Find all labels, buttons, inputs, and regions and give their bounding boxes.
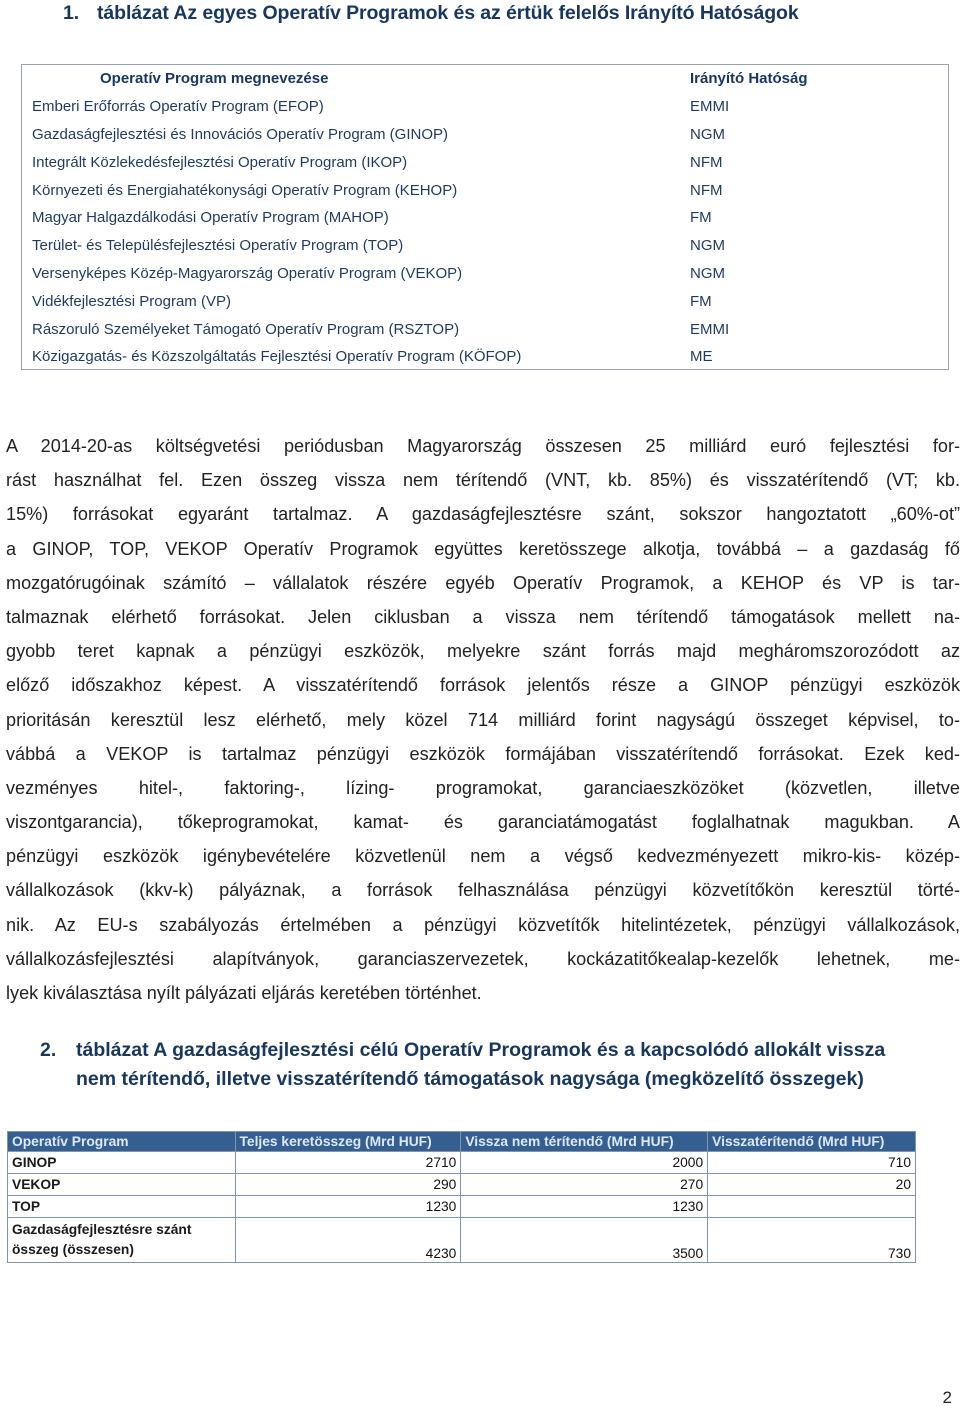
table2-header-row: [8, 1132, 916, 1152]
managing-authority: NFM: [690, 153, 723, 171]
paragraph-line: 15%) forrásokat egyaránt tartalmaz. A gazdaságfejlesztésre szánt, sokszor hangoztatott „60%-ot”: [6, 504, 960, 525]
table-row: [22, 343, 948, 371]
table2-heading-line1: táblázat A gazdaságfejlesztési célú Operatív Programok és a kapcsolódó allokált vissza: [76, 1039, 886, 1061]
allocation-table: [7, 1131, 916, 1263]
table1-heading-number: 1.: [63, 2, 80, 24]
paragraph-line: lyek kiválasztása nyílt pályázati eljárás keretében történhet.: [6, 983, 482, 1003]
refundable-value: 730: [708, 1218, 916, 1263]
col-total-budget: Teljes keretösszeg (Mrd HUF): [235, 1132, 461, 1152]
table2-heading: [40, 1036, 885, 1094]
program-code: VEKOP: [8, 1174, 236, 1196]
managing-authority: NGM: [690, 125, 725, 143]
table1-header-row: [22, 65, 948, 93]
non-refundable-value: 270: [461, 1174, 708, 1196]
paragraph-line: mozgatórugóinak számító – vállalatok részére egyéb Operatív Programok, a KEHOP és VP is tar-: [6, 572, 960, 593]
sum-row: [8, 1218, 916, 1263]
col-operative-program: Operatív Program: [8, 1132, 236, 1152]
table-row: [8, 1174, 916, 1196]
program-code: TOP: [8, 1196, 236, 1218]
program-code: GINOP: [8, 1152, 236, 1174]
col-non-refundable: Vissza nem térítendő (Mrd HUF): [461, 1132, 708, 1152]
operative-programs-table: [21, 64, 949, 370]
table-row: [22, 176, 948, 204]
total-value: 1230: [235, 1196, 461, 1218]
paragraph-line: előző időszakhoz képest. A visszatérítendő források jelentős része a GINOP pénzügyi eszközök: [6, 675, 960, 696]
paragraph-line: nik. Az EU-s szabályozás értelmében a pénzügyi közvetítők hitelintézetek, pénzügyi vállalkozások,: [6, 914, 960, 935]
table-row: [22, 260, 948, 288]
program-name: Rászoruló Személyeket Támogató Operatív Program (RSZTOP): [32, 320, 460, 338]
paragraph-line: viszontgarancia), tőkeprogramokat, kamat- és garanciatámogatást foglalhatnak magukban. A: [6, 812, 960, 833]
non-refundable-value: 1230: [461, 1196, 708, 1218]
table2-heading-number: 2.: [40, 1039, 57, 1061]
paragraph-line: pénzügyi eszközök igénybevételére közvetlenül nem a végső kedvezményezett mikro-kis- közép-: [6, 846, 960, 867]
program-name: Integrált Közlekedésfejlesztési Operatív Program (IKOP): [32, 153, 408, 171]
program-name: Közigazgatás- és Közszolgáltatás Fejlesztési Operatív Program (KÖFOP): [32, 348, 522, 366]
non-refundable-value: 2000: [461, 1152, 708, 1174]
table-row: [22, 315, 948, 343]
body-paragraph: [6, 429, 960, 1010]
table-row: [22, 204, 948, 232]
refundable-value: [708, 1196, 916, 1218]
table2-heading-line2: nem térítendő, illetve visszatérítendő támogatások nagysága (megközelítő összegek): [76, 1068, 864, 1090]
sum-label: [8, 1218, 236, 1263]
table-row: [8, 1196, 916, 1218]
program-name: Versenyképes Közép-Magyarország Operatív Program (VEKOP): [32, 264, 463, 282]
managing-authority: FM: [690, 209, 712, 227]
table1-col-program: Operatív Program megnevezése: [100, 70, 329, 88]
managing-authority: FM: [690, 292, 712, 310]
table-row: [22, 121, 948, 149]
program-name: Magyar Halgazdálkodási Operatív Program (MAHOP): [32, 209, 389, 227]
table1-col-authority: Irányító Hatóság: [690, 70, 808, 88]
total-value: 4230: [235, 1218, 461, 1263]
col-refundable: Visszatérítendő (Mrd HUF): [708, 1132, 916, 1152]
managing-authority: EMMI: [690, 98, 730, 116]
table-row: [22, 93, 948, 121]
paragraph-line: prioritásán keresztül lesz elérhető, mely közel 714 milliárd forint nagyságú összeget képvisel, to-: [6, 709, 960, 730]
refundable-value: 20: [708, 1174, 916, 1196]
program-name: Emberi Erőforrás Operatív Program (EFOP): [32, 98, 324, 116]
table-row: [22, 148, 948, 176]
paragraph-line: talmaznak elérhető forrásokat. Jelen ciklusban a vissza nem térítendő támogatások mellett na-: [6, 606, 960, 627]
paragraph-line: vezményes hitel-, faktoring-, lízing- programokat, garanciaeszközöket (közvetlen, illetve: [6, 777, 960, 798]
managing-authority: ME: [690, 348, 713, 366]
non-refundable-value: 3500: [461, 1218, 708, 1263]
program-name: Gazdaságfejlesztési és Innovációs Operatív Program (GINOP): [32, 125, 449, 143]
paragraph-line: vállalkozások (kkv-k) pályáznak, a források felhasználása pénzügyi közvetítőkön keresztül törté-: [6, 880, 960, 901]
sum-label-line1: Gazdaságfejlesztésre szánt: [12, 1222, 192, 1237]
paragraph-line: rást használhat fel. Ezen összeg vissza nem térítendő (VNT, kb. 85%) és visszatérítendő (VT; kb.: [6, 470, 960, 491]
paragraph-line: gyobb teret kapnak a pénzügyi eszközök, melyekre szánt forrás majd megháromszorozódott az: [6, 641, 960, 662]
paragraph-line: vállalkozásfejlesztési alapítványok, garanciaszervezetek, kockázatitőkealap-kezelők lehetnek, me-: [6, 948, 960, 969]
table-row: [22, 232, 948, 260]
managing-authority: EMMI: [690, 320, 730, 338]
sum-label-line2: összeg (összesen): [12, 1242, 134, 1257]
paragraph-line: vábbá a VEKOP is tartalmaz pénzügyi eszközök formájában visszatérítendő forrásokat. Ezek ked-: [6, 743, 960, 764]
total-value: 2710: [235, 1152, 461, 1174]
paragraph-line: a GINOP, TOP, VEKOP Operatív Programok együttes keretösszege alkotja, továbbá – a gazdaság fő: [6, 538, 960, 559]
managing-authority: NGM: [690, 264, 725, 282]
managing-authority: NFM: [690, 181, 723, 199]
table1-heading-text: táblázat Az egyes Operatív Programok és az értük felelős Irányító Hatóságok: [97, 2, 799, 24]
paragraph-line: A 2014-20-as költségvetési periódusban Magyarország összesen 25 milliárd euró fejlesztési for-: [6, 436, 960, 456]
program-name: Vidékfejlesztési Program (VP): [32, 292, 231, 310]
table-row: [22, 287, 948, 315]
total-value: 290: [235, 1174, 461, 1196]
program-name: Környezeti és Energiahatékonysági Operatív Program (KEHOP): [32, 181, 458, 199]
page-number: 2: [942, 1388, 952, 1407]
refundable-value: 710: [708, 1152, 916, 1174]
table1-heading: [63, 2, 799, 25]
program-name: Terület- és Településfejlesztési Operatív Program (TOP): [32, 237, 404, 255]
table-row: [8, 1152, 916, 1174]
managing-authority: NGM: [690, 237, 725, 255]
